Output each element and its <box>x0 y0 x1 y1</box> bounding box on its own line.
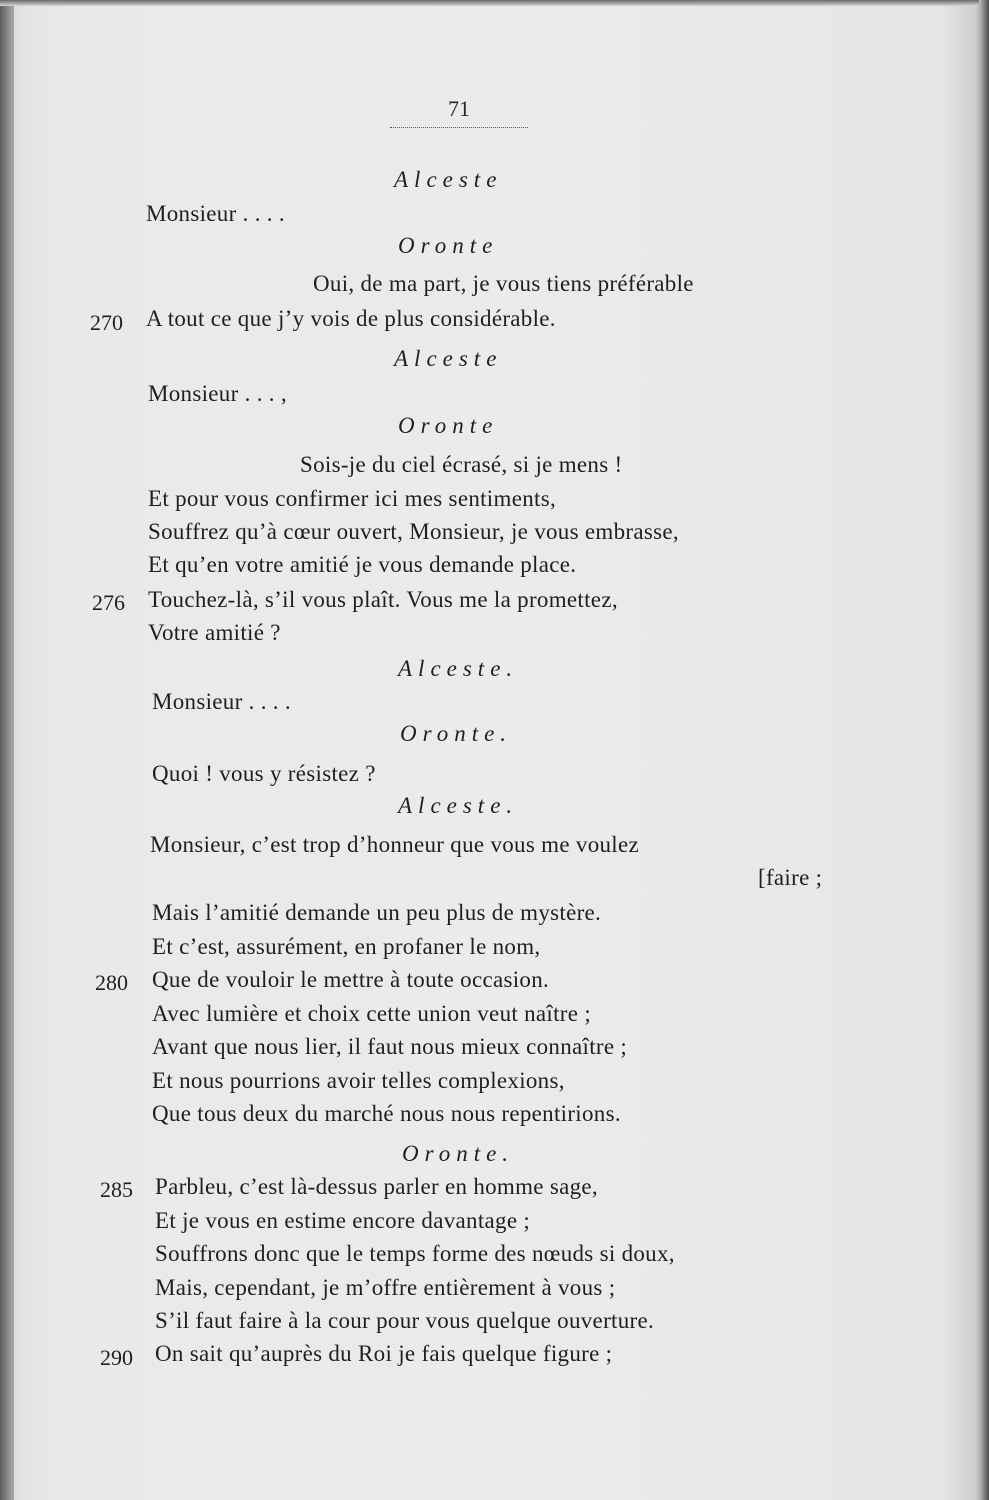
verse-line: Souffrons donc que le temps forme des nœuds si doux, <box>155 1241 675 1266</box>
verse-line: On sait qu’auprès du Roi je fais quelque figure ; <box>155 1341 613 1366</box>
verse-line: Monsieur . . . . <box>146 201 285 226</box>
speaker-oronte-1: Oronte <box>398 233 499 258</box>
verse-line: Mais, cependant, je m’offre entièrement à vous ; <box>155 1275 616 1300</box>
verse-line: Monsieur . . . , <box>148 381 287 406</box>
page-right-edge <box>979 0 989 1500</box>
verse-line: Que de vouloir le mettre à toute occasion. <box>152 967 550 992</box>
verse-line: A tout ce que j’y vois de plus considérable. <box>146 306 556 331</box>
verse-line: Souffrez qu’à cœur ouvert, Monsieur, je vous embrasse, <box>148 519 679 544</box>
line-number: 290 <box>100 1345 133 1370</box>
page-number: 71 <box>448 96 470 121</box>
speaker-oronte-2: Oronte <box>398 413 499 438</box>
verse-line: Et je vous en estime encore davantage ; <box>155 1208 531 1233</box>
verse-line: Votre amitié ? <box>148 620 281 645</box>
verse-line: S’il faut faire à la cour pour vous quelque ouverture. <box>155 1308 655 1333</box>
verse-line: Sois-je du ciel écrasé, si je mens ! <box>300 452 623 477</box>
speaker-alceste-2: Alceste <box>394 346 503 371</box>
verse-line: Avec lumière et choix cette union veut naître ; <box>152 1001 592 1026</box>
verse-line: Et qu’en votre amitié je vous demande place. <box>148 552 577 577</box>
speaker-alceste-3: Alceste. <box>398 656 519 681</box>
page-top-edge <box>0 0 989 6</box>
verse-line: Quoi ! vous y résistez ? <box>152 761 376 786</box>
line-number: 280 <box>95 970 128 995</box>
verse-line: Et nous pourrions avoir telles complexions, <box>152 1068 565 1093</box>
verse-line: Que tous deux du marché nous nous repentirions. <box>152 1101 621 1126</box>
line-number: 285 <box>100 1177 133 1202</box>
verse-line: Touchez-là, s’il vous plaît. Vous me la promettez, <box>148 587 618 612</box>
verse-line: Oui, de ma part, je vous tiens préférable <box>313 271 694 296</box>
verse-line: Et c’est, assurément, en profaner le nom, <box>152 934 541 959</box>
verse-line: Parbleu, c’est là-dessus parler en homme sage, <box>155 1174 598 1199</box>
page-number-rule <box>390 127 528 128</box>
verse-line-overflow: [faire ; <box>758 865 823 890</box>
page-binding-shadow <box>0 0 14 1500</box>
verse-line: Mais l’amitié demande un peu plus de mystère. <box>152 900 602 925</box>
speaker-oronte-4: Oronte. <box>402 1141 515 1166</box>
line-number: 270 <box>90 310 123 335</box>
speaker-alceste-1: Alceste <box>394 167 503 192</box>
verse-line: Monsieur . . . . <box>152 689 291 714</box>
verse-line: Monsieur, c’est trop d’honneur que vous me voulez <box>150 832 639 857</box>
speaker-oronte-3: Oronte. <box>400 721 513 746</box>
speaker-alceste-4: Alceste. <box>398 793 519 818</box>
verse-line: Avant que nous lier, il faut nous mieux connaître ; <box>152 1034 628 1059</box>
line-number: 276 <box>92 590 125 615</box>
verse-line: Et pour vous confirmer ici mes sentiments, <box>148 486 556 511</box>
